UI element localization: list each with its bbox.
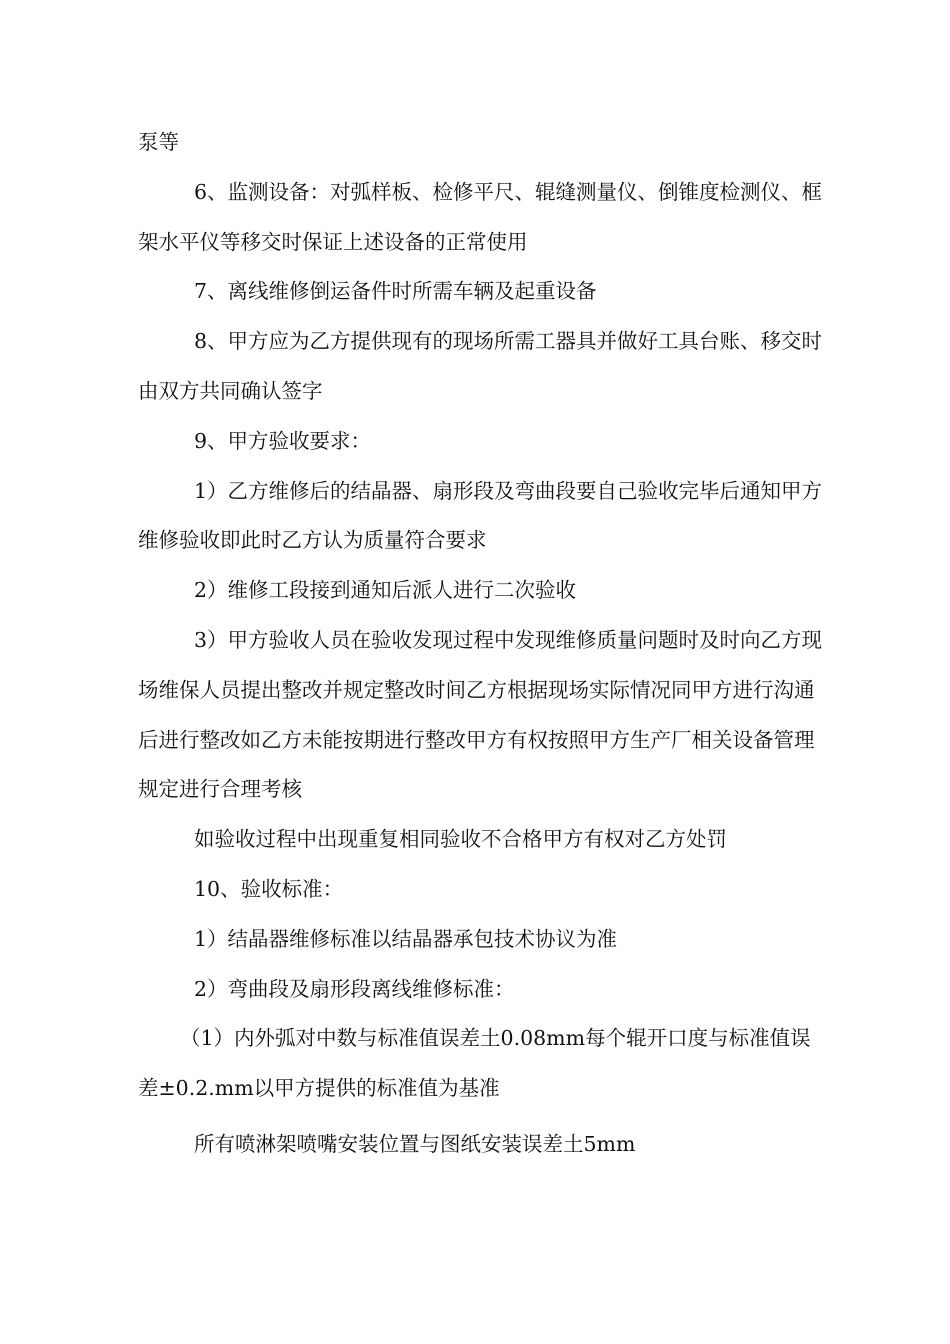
paragraph: 2）维修工段接到通知后派人进行二次验收	[194, 578, 577, 603]
paragraph: 2）弯曲段及扇形段离线维修标准：	[194, 976, 515, 1001]
paragraph: （1）内外弧对中数与标准值误差土0.08mm每个辊开口度与标准值误差±0.2.mm以甲方提供的标准值为基准	[138, 1026, 811, 1101]
paragraph: 10、验收标准：	[194, 876, 344, 901]
paragraph: 8、甲方应为乙方提供现有的现场所需工器具并做好工具台账、移交时由双方共同确认签字	[138, 329, 823, 403]
paragraph: 3）甲方验收人员在验收发现过程中发现维修质量问题时及时向乙方现场维保人员提出整改并规定整改时间乙方根据现场实际情况同甲方进行沟通后进行整改如乙方未能按期进行整改甲方有权按照甲方生产厂相关设备管理规定进行合理考核	[138, 627, 823, 802]
paragraph: 1）乙方维修后的结晶器、扇形段及弯曲段要自己验收完毕后通知甲方维修验收即此时乙方认为质量符合要求	[138, 478, 823, 553]
paragraph: 泵等	[138, 130, 179, 154]
paragraph: 1）结晶器维修标准以结晶器承包技术协议为准	[194, 926, 618, 951]
paragraph: 所有喷淋架喷嘴安装位置与图纸安装误差土5mm	[194, 1131, 636, 1156]
paragraph: 7、离线维修倒运备件时所需车辆及起重设备	[194, 279, 597, 304]
paragraph: 6、监测设备：对弧样板、检修平尺、辊缝测量仪、倒锥度检测仪、框架水平仪等移交时保证上述设备的正常使用	[138, 179, 823, 254]
paragraph: 9、甲方验收要求：	[194, 428, 372, 453]
paragraph: 如验收过程中出现重复相同验收不合格甲方有权对乙方处罚	[194, 827, 727, 852]
document-body	[138, 118, 828, 1170]
